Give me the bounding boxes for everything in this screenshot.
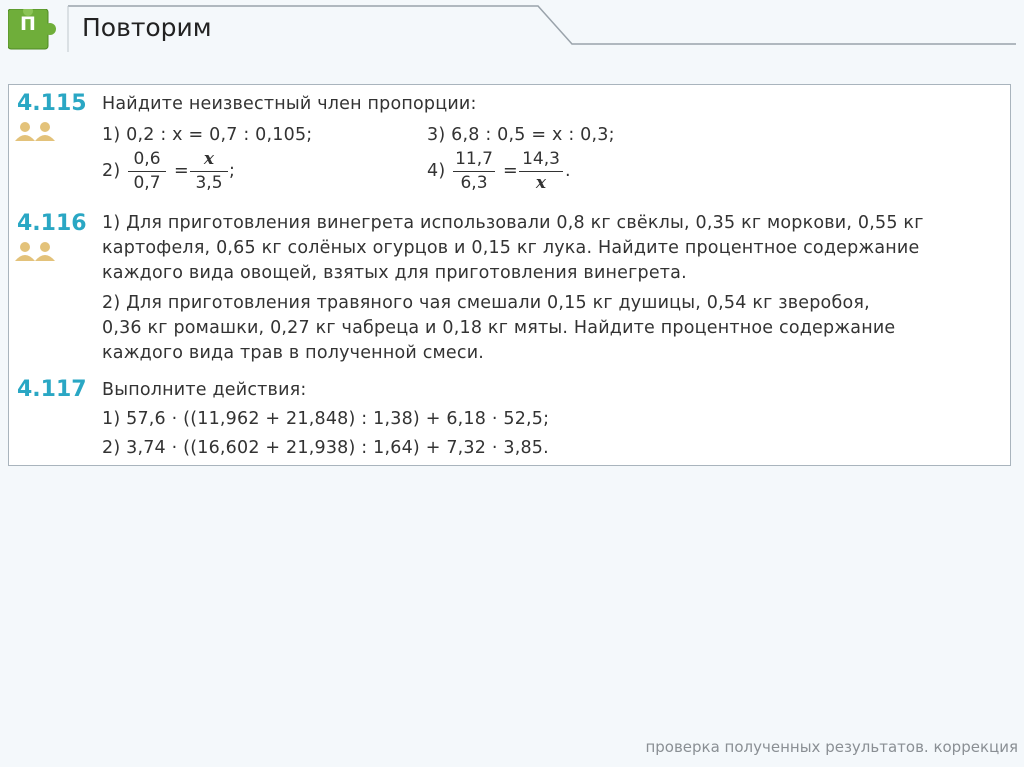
equals-sign: = xyxy=(503,161,518,181)
fraction-denominator: 6,3 xyxy=(460,173,488,193)
punctuation: ; xyxy=(229,161,236,181)
fraction-numerator: 0,6 xyxy=(133,149,161,169)
pair-work-icon xyxy=(13,241,59,261)
fraction-numerator: 11,7 xyxy=(455,149,493,169)
exercise-text-line: каждого вида овощей, взятых для приготовления винегрета. xyxy=(102,263,687,283)
fraction xyxy=(128,149,166,194)
badge-letter: П xyxy=(20,13,36,35)
fraction-numerator: x xyxy=(203,149,215,169)
exercise-number: 4.116 xyxy=(17,211,87,236)
fraction-denominator: 0,7 xyxy=(133,173,161,193)
exercise-item: 1) 57,6 · ((11,962 + 21,848) : 1,38) + 6,18 · 52,5; xyxy=(102,409,550,429)
exercise-text-line: каждого вида трав в полученной смеси. xyxy=(102,343,485,363)
exercise-title: Выполните действия: xyxy=(102,380,307,400)
exercise-item: 2) 3,74 · ((16,602 + 21,938) : 1,64) + 7,32 · 3,85. xyxy=(102,438,549,458)
page-title: Повторим xyxy=(82,13,212,42)
pair-work-icon xyxy=(13,121,59,141)
exercise-number: 4.117 xyxy=(17,377,87,402)
fraction-denominator: 3,5 xyxy=(195,173,223,193)
textbook-excerpt xyxy=(8,84,1011,466)
exercise-title: Найдите неизвестный член пропорции: xyxy=(102,94,477,114)
puzzle-badge-icon xyxy=(8,9,56,51)
punctuation: . xyxy=(565,161,571,181)
fraction xyxy=(519,149,563,194)
fraction-numerator: 14,3 xyxy=(522,149,560,169)
exercise-text-line: 0,36 кг ромашки, 0,27 кг чабреца и 0,18 кг мяты. Найдите процентное содержание xyxy=(102,318,896,338)
exercise-text-line: 2) Для приготовления травяного чая смешали 0,15 кг душицы, 0,54 кг зверобоя, xyxy=(102,293,870,313)
fraction xyxy=(453,149,495,194)
item-label: 4) xyxy=(427,161,446,181)
equals-sign: = xyxy=(174,161,189,181)
exercise-item: 1) 0,2 : x = 0,7 : 0,105; xyxy=(102,125,313,145)
exercise-number: 4.115 xyxy=(17,91,87,116)
exercise-text-line: 1) Для приготовления винегрета использовали 0,8 кг свёклы, 0,35 кг моркови, 0,55 кг xyxy=(102,213,924,233)
exercise-item: 3) 6,8 : 0,5 = x : 0,3; xyxy=(427,125,615,145)
fraction-denominator: x xyxy=(535,173,547,193)
footer-caption: проверка полученных результатов. коррекция xyxy=(645,738,1018,756)
slide-header xyxy=(0,0,1024,60)
item-label: 2) xyxy=(102,161,121,181)
exercise-text-line: картофеля, 0,65 кг солёных огурцов и 0,15 кг лука. Найдите процентное содержание xyxy=(102,238,920,258)
fraction xyxy=(190,149,228,194)
